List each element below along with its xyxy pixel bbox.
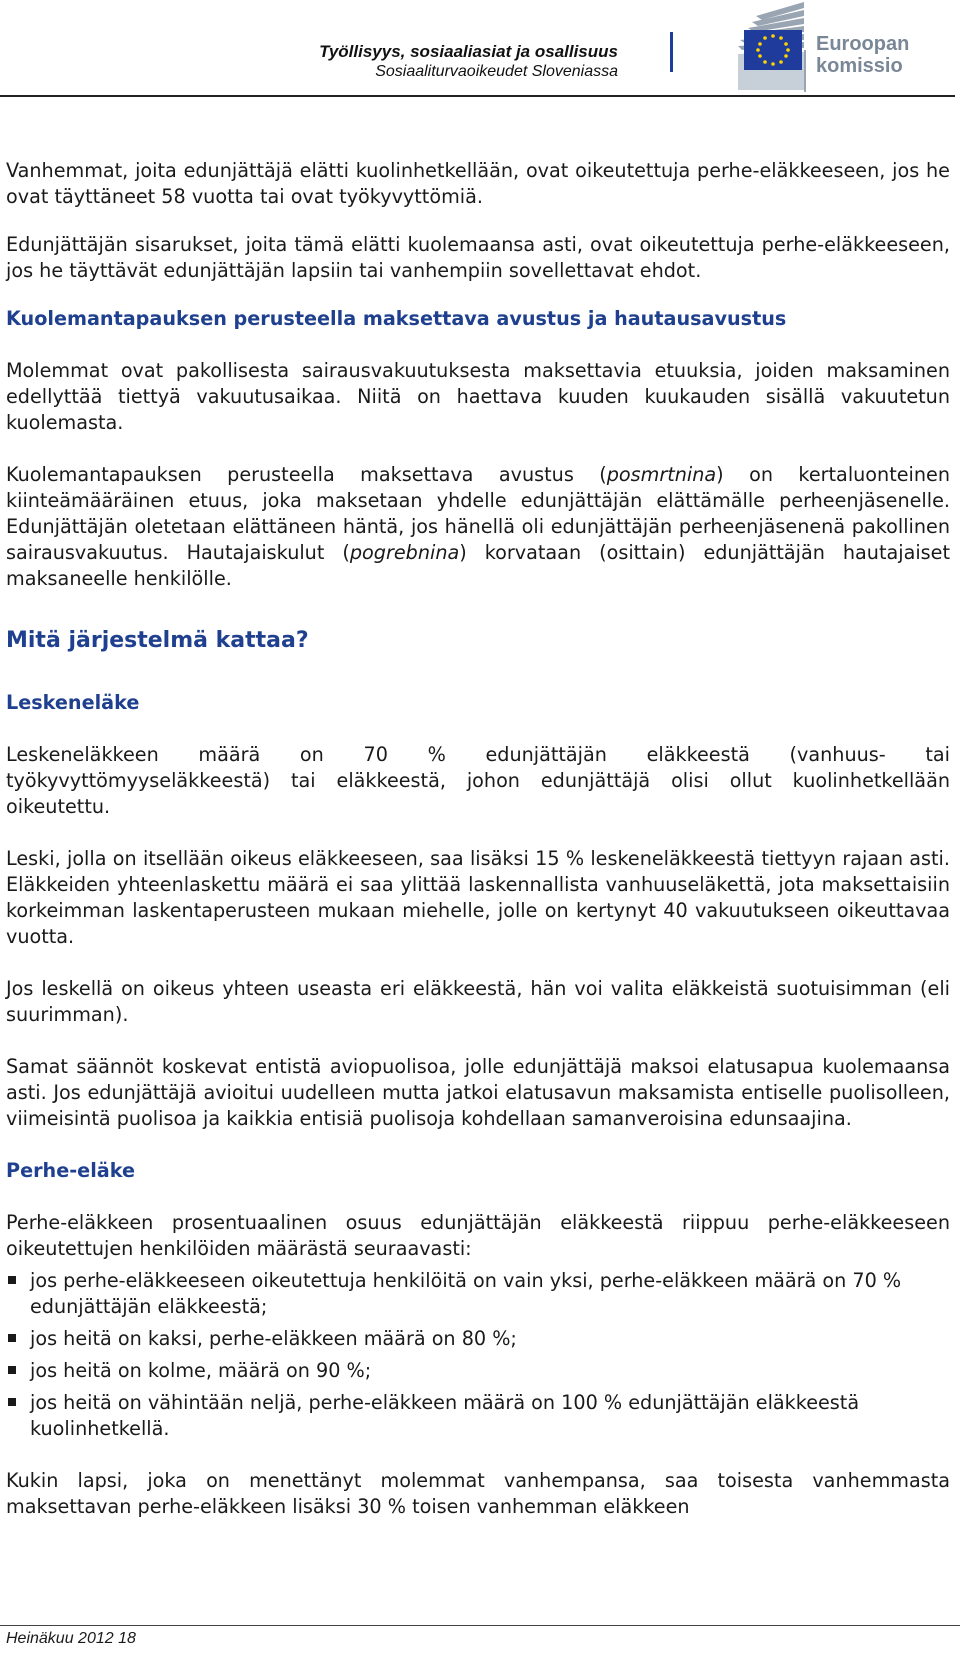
heading-avustus: Kuolemantapauksen perusteella maksettava avustus ja hautausavustus: [6, 307, 787, 330]
footer-rule: [0, 1625, 960, 1626]
page-header: [0, 0, 960, 100]
paragraph-survivor-own-pension: Leski, jolla on itsellään oikeus eläkkeeseen, saa lisäksi 15 % leskeneläkkeestä tiettyyn rajaan asti. Eläkkeiden yhteenlaskettu määrä ei saa ylittää laskennallista vanhuuseläkettä, jota maksettaisiin korkeimman laskentaperusteen mukaan miehelle, jolle on kertynyt 40 vakuutukseen oikeuttavaa vuotta.: [6, 847, 950, 948]
paragraph-orphan: Kukin lapsi, joka on menettänyt molemmat vanhempansa, saa toisesta vanhemmasta maksettavan perhe-eläkkeen lisäksi 30 % toisen vanhemman eläkkeen: [6, 1469, 950, 1518]
paragraph-survivor-choice: Jos leskellä on oikeus yhteen useasta eri eläkkeestä, hän voi valita eläkkeistä suotuisimman (eli suurimman).: [6, 977, 950, 1026]
header-subtitle: Sosiaaliturvaoikeudet Sloveniassa: [375, 63, 618, 80]
list-item: jos perhe-eläkkeeseen oikeutettuja henkilöitä on vain yksi, perhe-eläkkeen määrä on 70 % edunjättäjän eläkkeestä;: [6, 1268, 950, 1320]
header-separator: [670, 32, 673, 72]
european-commission-logo: [708, 2, 948, 94]
list-item: jos heitä on kolme, määrä on 90 %;: [6, 1358, 950, 1384]
list-item: jos heitä on vähintään neljä, perhe-eläkkeen määrä on 100 % edunjättäjän eläkkeestä kuolinhetkellä.: [6, 1390, 950, 1442]
term-pogrebnina: pogrebnina: [349, 541, 460, 564]
heading-coverage: Mitä järjestelmä kattaa?: [6, 628, 309, 653]
death-grant-text-b: ) on kertaluonteinen kiinteämääräinen etuus, joka maksetaan yhdelle edunjättäjän elättämälle perheenjäsenelle. Edunjättäjän oletetaan elättäneen häntä, jos hänellä oli edunjättäjän perheenjäsenenä pakollinen sairausvakuutus. Hautajaiskulut (: [6, 463, 950, 564]
header-title: Työllisyys, sosiaaliasiat ja osallisuus: [319, 42, 618, 61]
paragraph-death-grant: [6, 462, 950, 592]
paragraph-family-share: Perhe-eläkkeen prosentuaalinen osuus edunjättäjän eläkkeestä riippuu perhe-eläkkeeseen oikeutettujen henkilöiden määrästä seuraavasti:: [6, 1211, 950, 1260]
paragraph-siblings: Edunjättäjän sisarukset, joita tämä elätti kuolemaansa asti, ovat oikeutettuja perhe-eläkkeeseen, jos he täyttävät edunjättäjän lapsiin tai vanhempiin sovellettavat ehdot.: [6, 233, 950, 282]
heading-survivor-pension: Leskeneläke: [6, 691, 140, 714]
family-pension-list: [6, 1268, 950, 1442]
death-grant-text-c: ) korvataan (osittain) edunjättäjän hautajaiset maksaneelle henkilölle.: [6, 541, 950, 590]
paragraph-mandatory-insurance: Molemmat ovat pakollisesta sairausvakuutuksesta maksettavia etuuksia, joiden maksaminen edellyttää tiettyä vakuutusaikaa. Niitä on haettava kuuden kuukauden sisällä vakuutetun kuolemasta.: [6, 359, 950, 434]
header-rule: [0, 95, 955, 97]
paragraph-survivor-amount: Leskeneläkkeen määrä on 70 % edunjättäjän eläkkeestä (vanhuus- tai työkyvyttömyyseläkkeestä) tai eläkkeestä, johon edunjättäjä olisi ollut kuolinhetkellään oikeutettu.: [6, 743, 950, 818]
logo-line-2: komissio: [816, 55, 903, 77]
paragraph-former-spouse: Samat säännöt koskevat entistä aviopuolisoa, jolle edunjättäjä maksoi elatusapua kuolemaansa asti. Jos edunjättäjä avioitui uudelleen mutta jatkoi elatusavun maksamista entiselle puolisolleen, viimeisintä puolisoa ja kaikkia entisiä puolisoja kohdellaan samanveroisina edunsaajina.: [6, 1055, 950, 1130]
page-footer: Heinäkuu 2012 18: [6, 1630, 136, 1647]
list-item: jos heitä on kaksi, perhe-eläkkeen määrä on 80 %;: [6, 1326, 950, 1352]
paragraph-parents: Vanhemmat, joita edunjättäjä elätti kuolinhetkellään, ovat oikeutettuja perhe-eläkkeeseen, jos he ovat täyttäneet 58 vuotta tai ovat työkyvyttömiä.: [6, 159, 950, 208]
logo-line-1: Euroopan: [816, 33, 910, 55]
heading-family-pension: Perhe-eläke: [6, 1159, 135, 1182]
term-posmrtnina: posmrtnina: [606, 463, 717, 486]
death-grant-text-a: Kuolemantapauksen perusteella maksettava avustus (: [6, 463, 607, 486]
header-text: [319, 42, 618, 82]
document-body: [6, 158, 950, 1546]
